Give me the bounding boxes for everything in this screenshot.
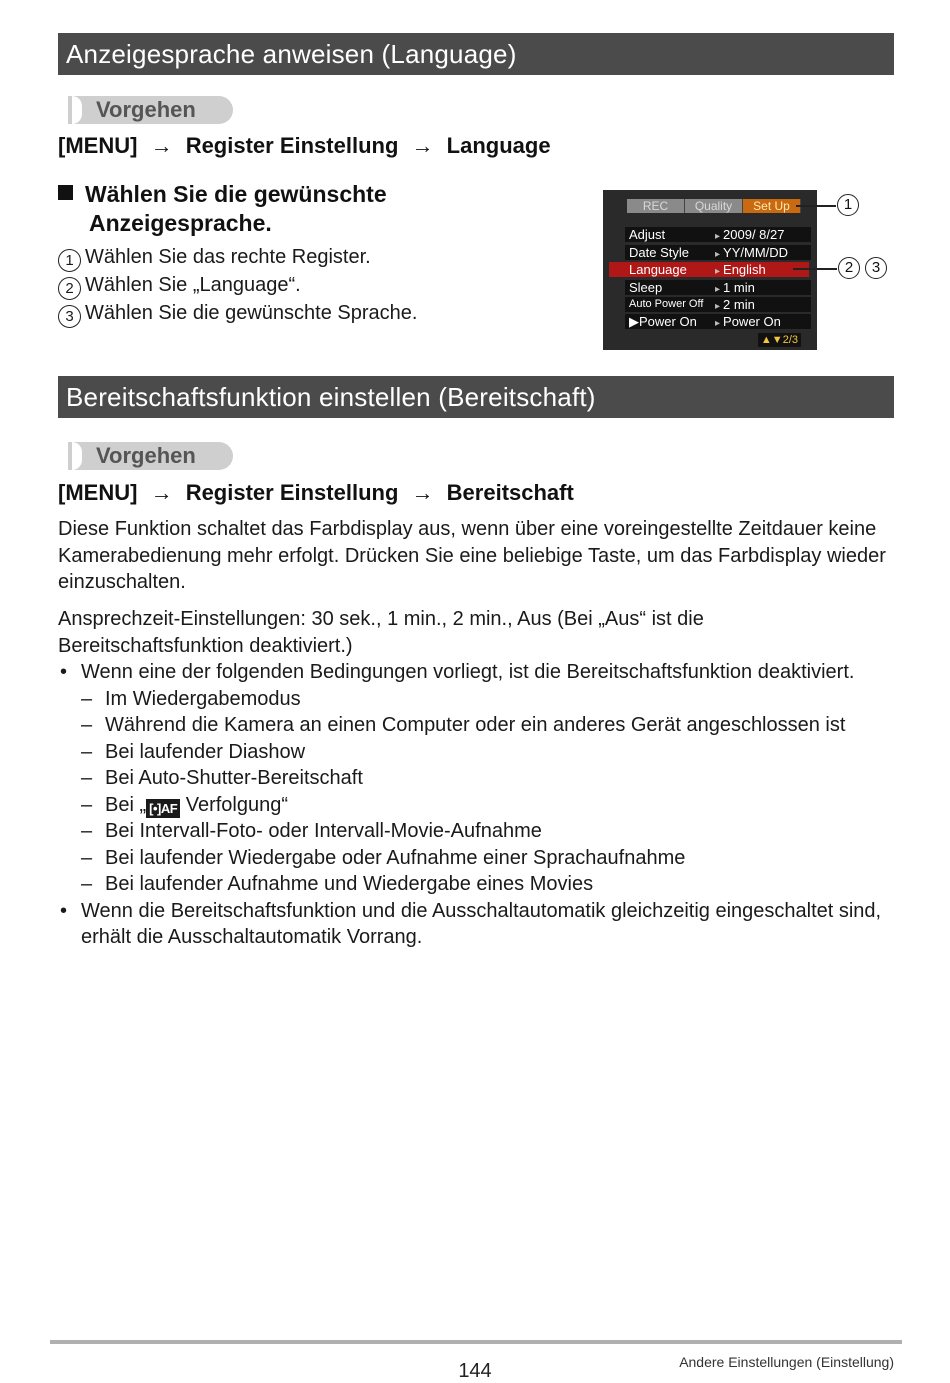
list-item: – Bei Auto-Shutter-Bereitschaft	[58, 765, 888, 792]
screen-row-date-style	[625, 245, 811, 260]
screen-row-language	[609, 262, 809, 277]
instruction-heading	[58, 180, 498, 238]
procedure-label-text: Vorgehen	[96, 97, 196, 122]
step-item	[58, 300, 417, 328]
menu-path-step: Bereitschaft	[446, 480, 574, 505]
screen-tabs	[627, 199, 801, 213]
step-list	[58, 244, 417, 328]
step-item	[58, 272, 417, 300]
af-tracking-icon: [•]AF	[146, 799, 180, 818]
menu-path	[58, 479, 574, 507]
screen-row-sleep	[625, 280, 811, 295]
procedure-label	[60, 96, 233, 124]
square-bullet-icon	[58, 185, 73, 200]
tab-setup: Set Up	[743, 199, 801, 213]
list-item: – Während die Kamera an einen Computer oder ein anderes Gerät angeschlossen ist	[58, 712, 888, 739]
list-item: – Bei laufender Aufnahme und Wiedergabe eines Movies	[58, 871, 888, 898]
arrow-right-icon: →	[411, 133, 434, 158]
heading-line: Anzeigesprache.	[89, 210, 272, 236]
screen-row-adjust	[625, 227, 811, 242]
callout-number-2: 2	[838, 257, 860, 279]
arrow-right-icon: →	[411, 480, 434, 505]
callout-number-1: 1	[837, 194, 859, 216]
step-number: 3	[58, 305, 81, 328]
list-item	[58, 792, 888, 819]
row-value: ▸ 2009/ 8/27	[715, 227, 811, 242]
screen-row-auto-power-off	[625, 297, 811, 312]
menu-path-step: [MENU]	[58, 133, 138, 158]
list-item: • Wenn eine der folgenden Bedingungen vorliegt, ist die Bereitschaftsfunktion deaktiviert.	[58, 659, 888, 686]
page-number: 144	[458, 1360, 492, 1382]
menu-path-step: Language	[446, 133, 551, 158]
row-key: Language	[629, 262, 687, 277]
row-key: Sleep	[629, 280, 663, 295]
tab-quality: Quality	[685, 199, 743, 213]
page-indicator: ▲▼2/3	[758, 333, 801, 347]
list-item: – Im Wiedergabemodus	[58, 686, 888, 713]
row-key: Auto Power Off	[629, 298, 704, 310]
callout-line	[796, 205, 836, 207]
list-item: • Wenn die Bereitschaftsfunktion und die Ausschaltautomatik gleichzeitig eingeschaltet sind, erhält die Ausschaltautomatik Vorrang.	[58, 898, 888, 951]
settings-paragraph: Ansprechzeit-Einstellungen: 30 sek., 1 min., 2 min., Aus (Bei „Aus“ ist die Bereitschaftsfunktion deaktiviert.)	[58, 608, 704, 657]
row-value: ▸ Power On	[715, 314, 811, 329]
list-item: – Bei Intervall-Foto- oder Intervall-Movie-Aufnahme	[58, 818, 888, 845]
section-title-standby: Bereitschaftsfunktion einstellen (Bereitschaft)	[58, 376, 894, 418]
heading-line: Wählen Sie die gewünschte	[85, 181, 387, 207]
condition-list	[58, 659, 888, 951]
procedure-label-text: Vorgehen	[96, 443, 196, 468]
arrow-right-icon: →	[150, 133, 173, 158]
row-key: Adjust	[629, 227, 666, 242]
procedure-label	[60, 442, 233, 470]
callout-number-3: 3	[865, 257, 887, 279]
step-number: 2	[58, 277, 81, 300]
step-text: Wählen Sie „Language“.	[85, 274, 301, 296]
menu-path-step: Register Einstellung	[185, 133, 399, 158]
step-number: 1	[58, 249, 81, 272]
list-item: – Bei laufender Diashow	[58, 739, 888, 766]
step-text: Wählen Sie das rechte Register.	[85, 246, 371, 268]
af-prefix: Bei „	[105, 793, 147, 816]
row-key: ▶Power On	[629, 314, 697, 329]
section-title-language: Anzeigesprache anweisen (Language)	[58, 33, 894, 75]
step-item	[58, 244, 417, 272]
list-item: – Bei laufender Wiedergabe oder Aufnahme einer Sprachaufnahme	[58, 845, 888, 872]
menu-path-step: Register Einstellung	[185, 480, 399, 505]
callout-line	[793, 268, 837, 270]
intro-paragraph: Diese Funktion schaltet das Farbdisplay aus, wenn über eine voreingestellte Zeitdauer keine Kamerabedienung mehr erfolgt. Drücken Sie eine beliebige Taste, um das Farbdisplay wieder einzuschalten.	[58, 518, 886, 593]
af-suffix: Verfolgung“	[180, 793, 289, 816]
row-value: ▸ 1 min	[715, 280, 811, 295]
row-key: Date Style	[629, 245, 689, 260]
menu-path-step: [MENU]	[58, 480, 138, 505]
menu-path	[58, 132, 551, 160]
chapter-label: Andere Einstellungen (Einstellung)	[679, 1354, 894, 1370]
row-value: ▸ 2 min	[715, 297, 811, 312]
tab-rec: REC	[627, 199, 685, 213]
screen-row-power-on	[625, 314, 811, 329]
arrow-right-icon: →	[150, 480, 173, 505]
row-value: ▸ YY/MM/DD	[715, 245, 811, 260]
footer-divider	[50, 1340, 902, 1344]
camera-menu-screen	[603, 190, 817, 350]
row-value: ▸ English	[715, 262, 809, 277]
step-text: Wählen Sie die gewünschte Sprache.	[85, 302, 418, 324]
